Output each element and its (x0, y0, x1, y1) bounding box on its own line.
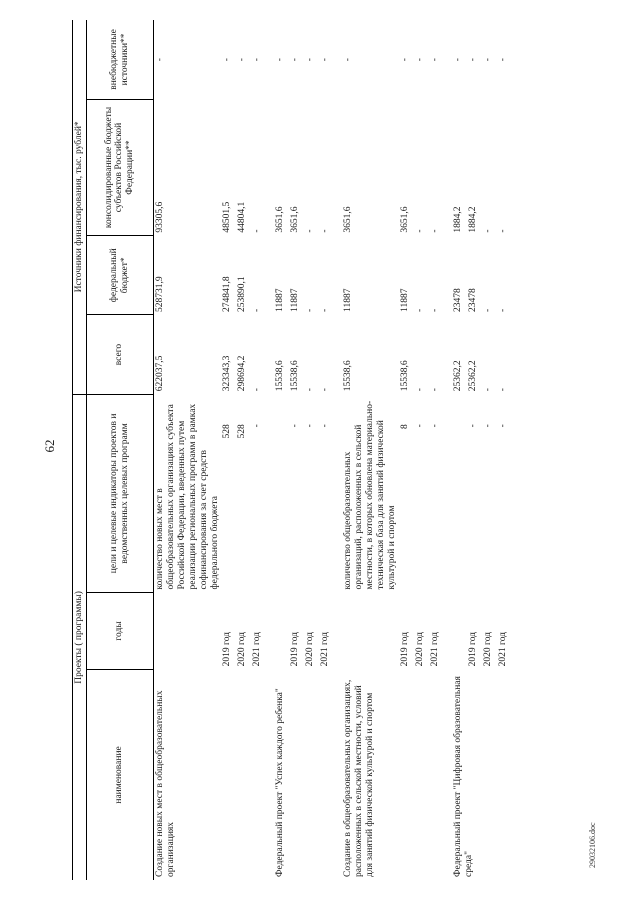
indicator-value: 528 (222, 424, 233, 439)
col-header-offbudget: внебюджетные источники** (86, 20, 153, 99)
section-gap (512, 20, 520, 880)
project-name: Создание новых мест в общеобразовательных организациях (154, 690, 176, 877)
total-value: - (252, 388, 263, 392)
regional-value: - (252, 229, 263, 233)
offbudget-value: - (237, 58, 248, 62)
indicator-value: - (290, 424, 301, 428)
federal-value: 11887 (400, 288, 411, 312)
indicator-value: - (415, 424, 426, 428)
section-head-row (153, 20, 221, 880)
year-cell-empty (153, 593, 221, 670)
federal-value: - (305, 308, 316, 312)
year-label: 2019 год (400, 631, 411, 667)
indicator-value: - (468, 424, 479, 428)
offbudget-value: - (400, 58, 411, 62)
indicator-text: количество новых мест в общеобразовательных организациях субъекта Российской Федерации, введенных путем реализации региональных программ в рамках софинансирования за счет средств федерального бюджета (154, 403, 220, 590)
year-label: 2021 год (430, 631, 441, 667)
federal-value: 11887 (275, 288, 286, 312)
offbudget-value: - (415, 58, 426, 62)
indicator-value: - (430, 424, 441, 428)
federal-value: - (483, 308, 494, 312)
project-name: Федеральный проект "Успех каждого ребенка" (275, 688, 286, 877)
year-label: 2019 год (468, 631, 479, 667)
section-head-row (452, 20, 467, 880)
regional-value: - (483, 229, 494, 233)
federal-value: 23478 (453, 288, 464, 312)
regional-value: 3651,6 (275, 206, 286, 233)
regional-value: 3651,6 (343, 206, 354, 233)
total-value: - (498, 388, 509, 392)
offbudget-value: - (453, 58, 464, 62)
year-label: 2020 год (305, 631, 316, 667)
offbudget-value: - (468, 58, 479, 62)
total-value: 15538,6 (290, 360, 301, 392)
total-value: 622037,5 (154, 355, 165, 392)
federal-value: - (498, 308, 509, 312)
federal-value: 11887 (343, 288, 354, 312)
indicator-text: количество общеобразовательных организаций, расположенных в сельской местности, в которых обновлена материально-техническая база для занятий физической культурой и спортом (343, 400, 398, 590)
total-value: 15538,6 (400, 360, 411, 392)
regional-value: 3651,6 (290, 206, 301, 233)
federal-value: - (430, 308, 441, 312)
total-value: 25362,2 (468, 360, 479, 392)
project-name: Создание в общеобразовательных организациях, расположенных в сельской местности, условий для занятий физической культурой и спортом (343, 679, 376, 877)
indicator-value: 8 (400, 424, 411, 429)
regional-value: - (430, 229, 441, 233)
page-number: 62 (42, 439, 57, 453)
finance-group-header: Источники финансирования, тыс. рублей* (73, 20, 87, 394)
offbudget-value: - (498, 58, 509, 62)
gap-cell (266, 20, 274, 880)
indicator-text (274, 394, 289, 592)
regional-value: 48501,5 (222, 201, 233, 233)
offbudget-value: - (275, 58, 286, 62)
section-head-row (274, 20, 289, 880)
federal-value: 274841,8 (222, 276, 233, 312)
offbudget-value: - (252, 58, 263, 62)
total-value: 25362,2 (453, 360, 464, 392)
federal-value: 11887 (290, 288, 301, 312)
offbudget-value: - (483, 58, 494, 62)
year-label: 2020 год (483, 631, 494, 667)
regional-value: - (305, 229, 316, 233)
section-gap (266, 20, 274, 880)
regional-value: 3651,6 (400, 206, 411, 233)
section-head-row (342, 20, 399, 880)
indicator-value: - (305, 424, 316, 428)
year-label: 2019 год (290, 631, 301, 667)
project-name: Федеральный проект "Цифровая образовательная среда" (453, 676, 474, 877)
indicator-value: - (498, 424, 509, 428)
indicator-value: - (320, 424, 331, 428)
col-header-years: годы (86, 593, 153, 670)
regional-value: 1884,2 (453, 206, 464, 233)
year-label: 2021 год (498, 631, 509, 667)
offbudget-value: - (222, 58, 233, 62)
rotated-table-container (72, 20, 602, 880)
total-value: - (483, 388, 494, 392)
total-value: 15538,6 (275, 360, 286, 392)
regional-value: 1884,2 (468, 206, 479, 233)
federal-value: 528731,9 (154, 276, 165, 312)
indicator-value: - (483, 424, 494, 428)
offbudget-value: - (430, 58, 441, 62)
year-label: 2020 год (415, 631, 426, 667)
gap-cell (512, 20, 520, 880)
regional-value: - (498, 229, 509, 233)
section-gap (444, 20, 452, 880)
offbudget-value: - (154, 58, 165, 62)
indicator-value: 528 (237, 424, 248, 439)
total-value: - (305, 388, 316, 392)
year-label: 2021 год (320, 631, 331, 667)
federal-value: - (320, 308, 331, 312)
offbudget-value: - (290, 58, 301, 62)
year-label: 2020 год (237, 631, 248, 667)
year-label: 2021 год (252, 631, 263, 667)
file-stamp: 29032106.doc (588, 822, 597, 868)
table-body (153, 20, 520, 880)
gap-cell (444, 20, 452, 880)
total-value: 298694,2 (237, 355, 248, 392)
total-value: - (320, 388, 331, 392)
year-cell-empty (342, 593, 399, 670)
federal-value: - (415, 308, 426, 312)
total-value: - (415, 388, 426, 392)
year-cell-empty (452, 593, 467, 670)
col-header-total: всего (86, 315, 153, 394)
section-gap (334, 20, 342, 880)
col-header-regional: консолидированные бюджеты субъектов Российской Федерации** (86, 99, 153, 235)
year-label: 2019 год (222, 631, 233, 667)
indicator-value: - (252, 424, 263, 428)
indicator-text (452, 394, 467, 592)
col-header-federal: федеральный бюджет* (86, 236, 153, 315)
total-value: 15538,6 (343, 360, 354, 392)
regional-value: - (415, 229, 426, 233)
gap-cell (334, 20, 342, 880)
col-header-name: наименование (86, 669, 153, 880)
total-value: 323343,3 (222, 355, 233, 392)
total-value: - (430, 388, 441, 392)
regional-value: 93305,6 (154, 201, 165, 233)
regional-value: 44804,1 (237, 201, 248, 233)
federal-value: 253890,1 (237, 276, 248, 312)
federal-value: - (252, 308, 263, 312)
col-header-indicators: цели и целевые индикаторы проектов и ведомственных целевых программ (86, 394, 153, 592)
projects-group-header: Проекты ( программы) (73, 394, 87, 880)
offbudget-value: - (305, 58, 316, 62)
offbudget-value: - (320, 58, 331, 62)
federal-value: 23478 (468, 288, 479, 312)
offbudget-value: - (343, 58, 354, 62)
financing-table (72, 20, 520, 880)
regional-value: - (320, 229, 331, 233)
year-cell-empty (274, 593, 289, 670)
